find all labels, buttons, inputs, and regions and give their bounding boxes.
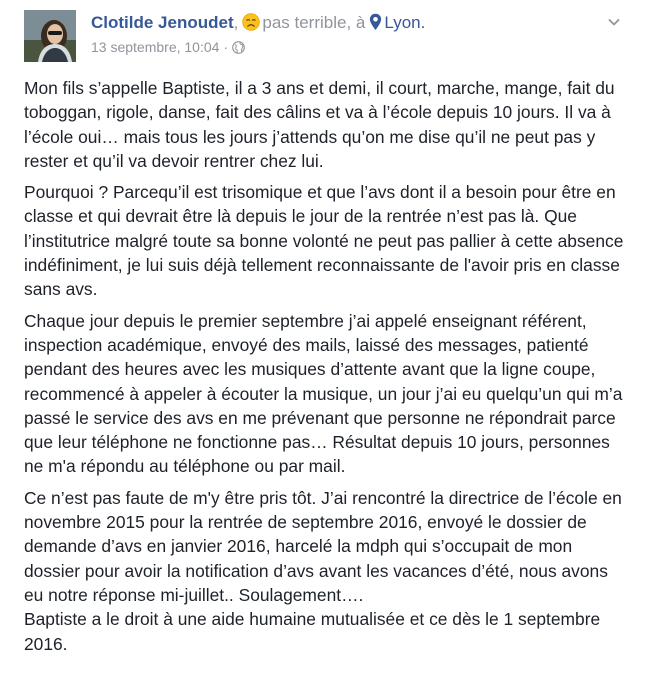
feeling-separator: , bbox=[233, 13, 239, 32]
post-paragraph: Chaque jour depuis le premier septembre j’ai appelé enseignant référent, inspection académique, envoyé des mails, laissé des messages, patienté pendant des heures avec les musiques d’attente avant que la ligne coupe, recommencé à appeler à écouter la musique, un jour j’ai eu quelqu’un qui m’a passé le service des avs en me prévenant que personne ne répondrait parce que leur téléphone ne fonctionne pas… Résultat depuis 10 jours, personnes ne m'a répondu au téléphone ou par mail. bbox=[24, 310, 623, 477]
feeling-text: pas terrible bbox=[262, 13, 347, 32]
author-name[interactable]: Clotilde Jenoudet bbox=[91, 13, 234, 32]
chevron-down-icon[interactable] bbox=[606, 14, 622, 30]
post-body bbox=[14, 70, 636, 656]
post-paragraph: Ce n’est pas faute de m'y être pris tôt. J’ai rencontré la directrice de l’école en novembre 2015 pour la rentrée de septembre 2016, envoyé le dossier de demande d’avs en janvier 2016, harcelé la mdph qui s’occupait de mon dossier pour avoir la notification d’avs avant les vacances d’été, nous avons eu notre réponse mi-juillet.. Soulagement…. bbox=[24, 487, 622, 605]
location-prefix: , à bbox=[346, 13, 366, 32]
post-header bbox=[14, 0, 636, 70]
disappointed-face-icon bbox=[242, 13, 260, 37]
avatar-photo bbox=[24, 10, 76, 62]
author-line bbox=[91, 12, 425, 37]
location-pin-icon bbox=[369, 13, 382, 37]
post-timestamp[interactable]: 13 septembre, 10:04 bbox=[91, 39, 220, 55]
author-avatar[interactable] bbox=[24, 10, 76, 62]
post-paragraph: Mon fils s’appelle Baptiste, il a 3 ans et demi, il court, marche, mange, fait du toboggan, rigole, danse, fait des câlins et va à l’école depuis 10 jours. Il va à l’école oui… mais tous les jours j’attends qu’on me dise qu’il ne peut pas y rester et qu’il va devoir rentrer chez lui. bbox=[24, 78, 615, 171]
post-paragraph: Baptiste a le droit à une aide humaine mutualisée et ce dès le 1 septembre 2016. bbox=[24, 609, 601, 654]
globe-icon[interactable] bbox=[232, 40, 245, 58]
location-link[interactable]: Lyon. bbox=[384, 13, 426, 32]
meta-separator: · bbox=[223, 39, 229, 55]
post-paragraph: Pourquoi ? Parcequ’il est trisomique et que l’avs dont il a besoin pour être en classe et qui devrait être là depuis le jour de la rentrée n’est pas là. Que l’institutrice malgré toute sa bonne volonté ne peut pas pallier à cette absence indéfiniment, je lui suis déjà tellement reconnaissante de l'avoir pris en classe sans avs. bbox=[24, 182, 624, 300]
post-meta bbox=[91, 38, 245, 58]
